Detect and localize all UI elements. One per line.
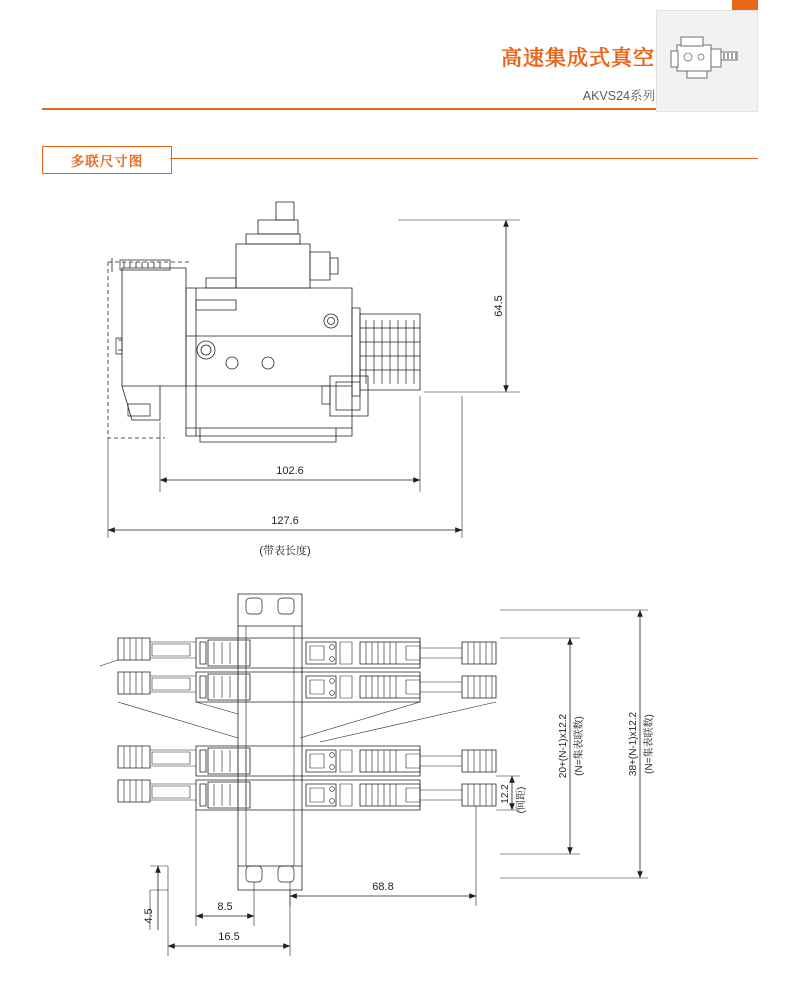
note-stack-38: (N=集表联数) xyxy=(644,714,655,774)
dim-102-6: 102.6 xyxy=(276,465,304,477)
dim-stack-38: 38+(N-1)x12.2 xyxy=(628,711,639,777)
dim-64-5: 64.5 xyxy=(493,295,505,317)
page-title: 高速集成式真空 xyxy=(501,47,655,70)
dim-4-5: 4.5 xyxy=(143,908,155,924)
section-divider xyxy=(170,158,758,159)
note-stack-20: (N=集表联数) xyxy=(574,716,585,776)
dim-8-5: 8.5 xyxy=(217,901,233,913)
note-pitch: (间距) xyxy=(516,786,527,814)
vacuum-module-photo-icon xyxy=(657,11,757,111)
technical-drawing xyxy=(0,190,800,990)
dim-12-2: 12.2 xyxy=(500,784,511,804)
series-subtitle: AKVS24系列 xyxy=(582,89,655,103)
section-title: 多联尺寸图 xyxy=(42,146,172,174)
header-divider xyxy=(42,108,758,110)
drawing-svg xyxy=(0,190,800,990)
dim-68-8: 68.8 xyxy=(372,881,394,893)
dim-127-6: 127.6 xyxy=(271,515,299,527)
dim-stack-20: 20+(N-1)x12.2 xyxy=(558,713,569,779)
dim-16-5: 16.5 xyxy=(218,931,240,943)
page-header xyxy=(0,0,800,120)
product-thumbnail xyxy=(656,10,758,112)
note-gauge-length: (带表长度) xyxy=(259,545,311,557)
